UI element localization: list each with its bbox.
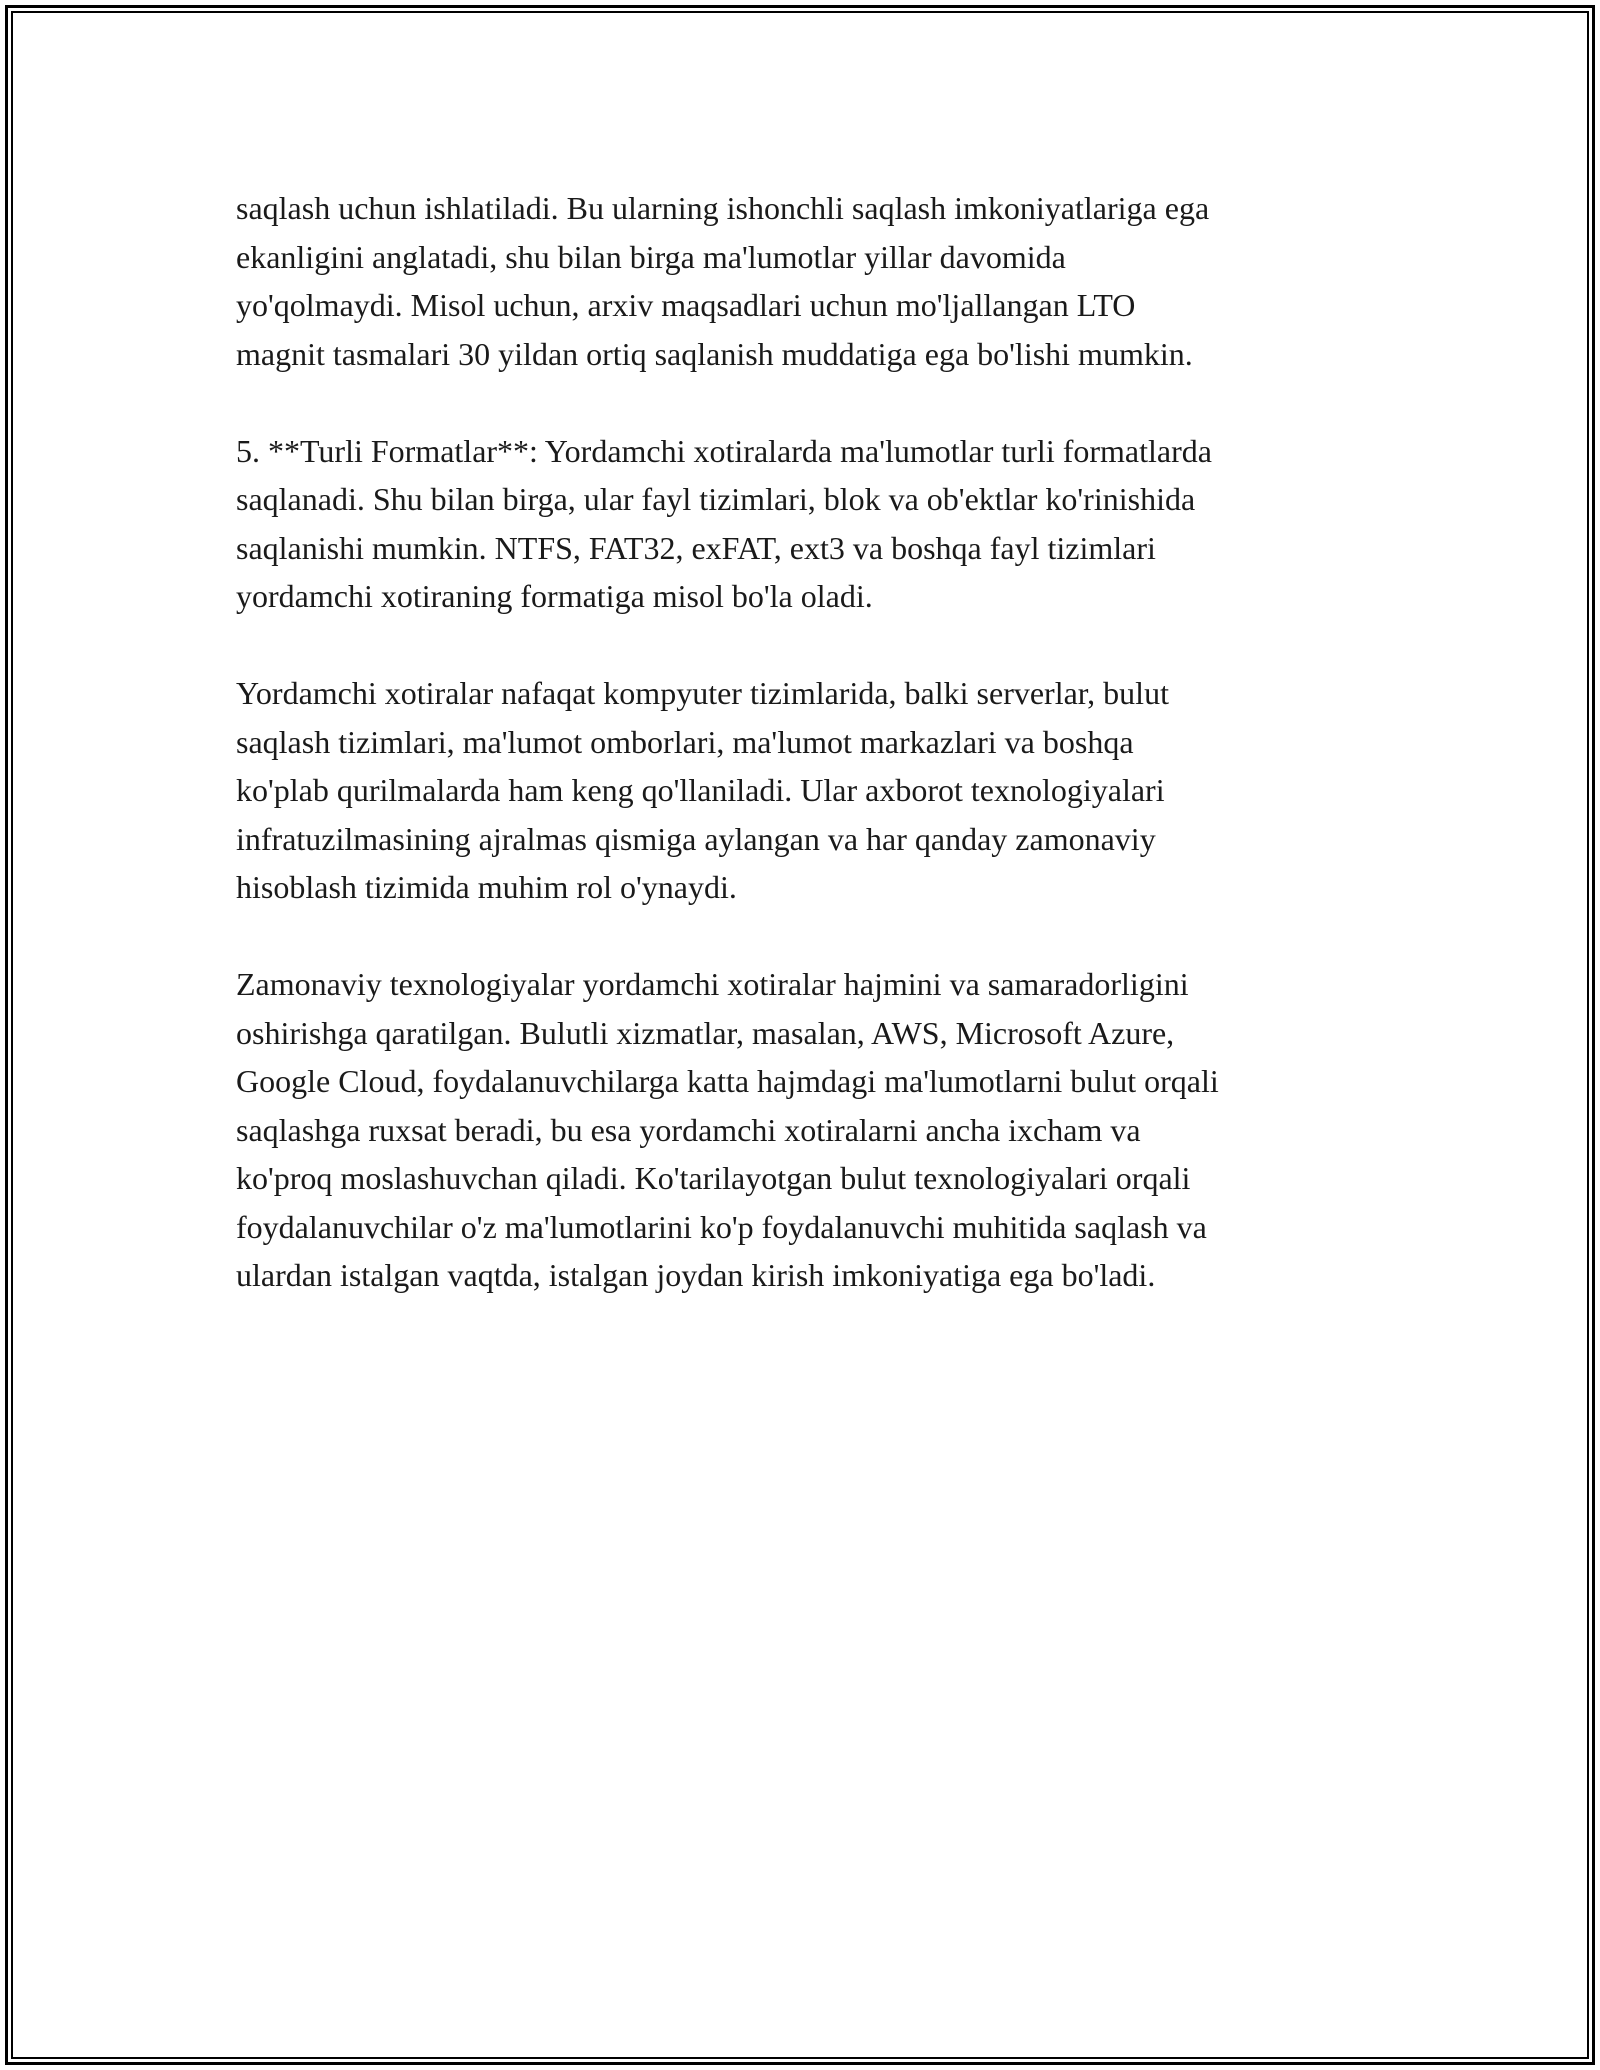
paragraph-storage-durability: saqlash uchun ishlatiladi. Bu ularning ishonchli saqlash imkoniyatlariga ega ekanligini anglatadi, shu bilan birga ma'lumotlar yillar davomida yo'qolmaydi. Misol uchun, arxiv maqsadlari uchun mo'ljallangan LTO magnit tasmalari 30 yildan ortiq saqlanish muddatiga ega bo'lishi mumkin. bbox=[236, 190, 1210, 372]
document-body bbox=[236, 184, 1396, 1348]
paragraph-usage-areas: Yordamchi xotiralar nafaqat kompyuter tizimlarida, balki serverlar, bulut saqlash tizimlari, ma'lumot omborlari, ma'lumot markazlari va boshqa ko'plab qurilmalarda ham keng qo'llaniladi. Ular axborot texnologiyalari infratuzilmasining ajralmas qismiga aylangan va har qanday zamonaviy hisoblash tizimida muhim rol o'ynaydi. bbox=[236, 675, 1169, 905]
paragraph-modern-technologies: Zamonaviy texnologiyalar yordamchi xotiralar hajmini va samaradorligini oshirishga qaratilgan. Bulutli xizmatlar, masalan, AWS, Microsoft Azure, Google Cloud, foydalanuvchilarga katta hajmdagi ma'lumotlarni bulut orqali saqlashga ruxsat beradi, bu esa yordamchi xotiralarni ancha ixcham va ko'proq moslashuvchan qiladi. Ko'tarilayotgan bulut texnologiyalari orqali foydalanuvchilar o'z ma'lumotlarini ko'p foydalanuvchi muhitida saqlash va ulardan istalgan vaqtda, istalgan joydan kirish imkoniyatiga ega bo'ladi. bbox=[236, 966, 1219, 1293]
paragraph-various-formats: 5. **Turli Formatlar**: Yordamchi xotiralarda ma'lumotlar turli formatlarda saqlanadi. Shu bilan birga, ular fayl tizimlari, blok va ob'ektlar ko'rinishida saqlanishi mumkin. NTFS, FAT32, exFAT, ext3 va boshqa fayl tizimlari yordamchi xotiraning formatiga misol bo'la oladi. bbox=[236, 432, 1212, 614]
